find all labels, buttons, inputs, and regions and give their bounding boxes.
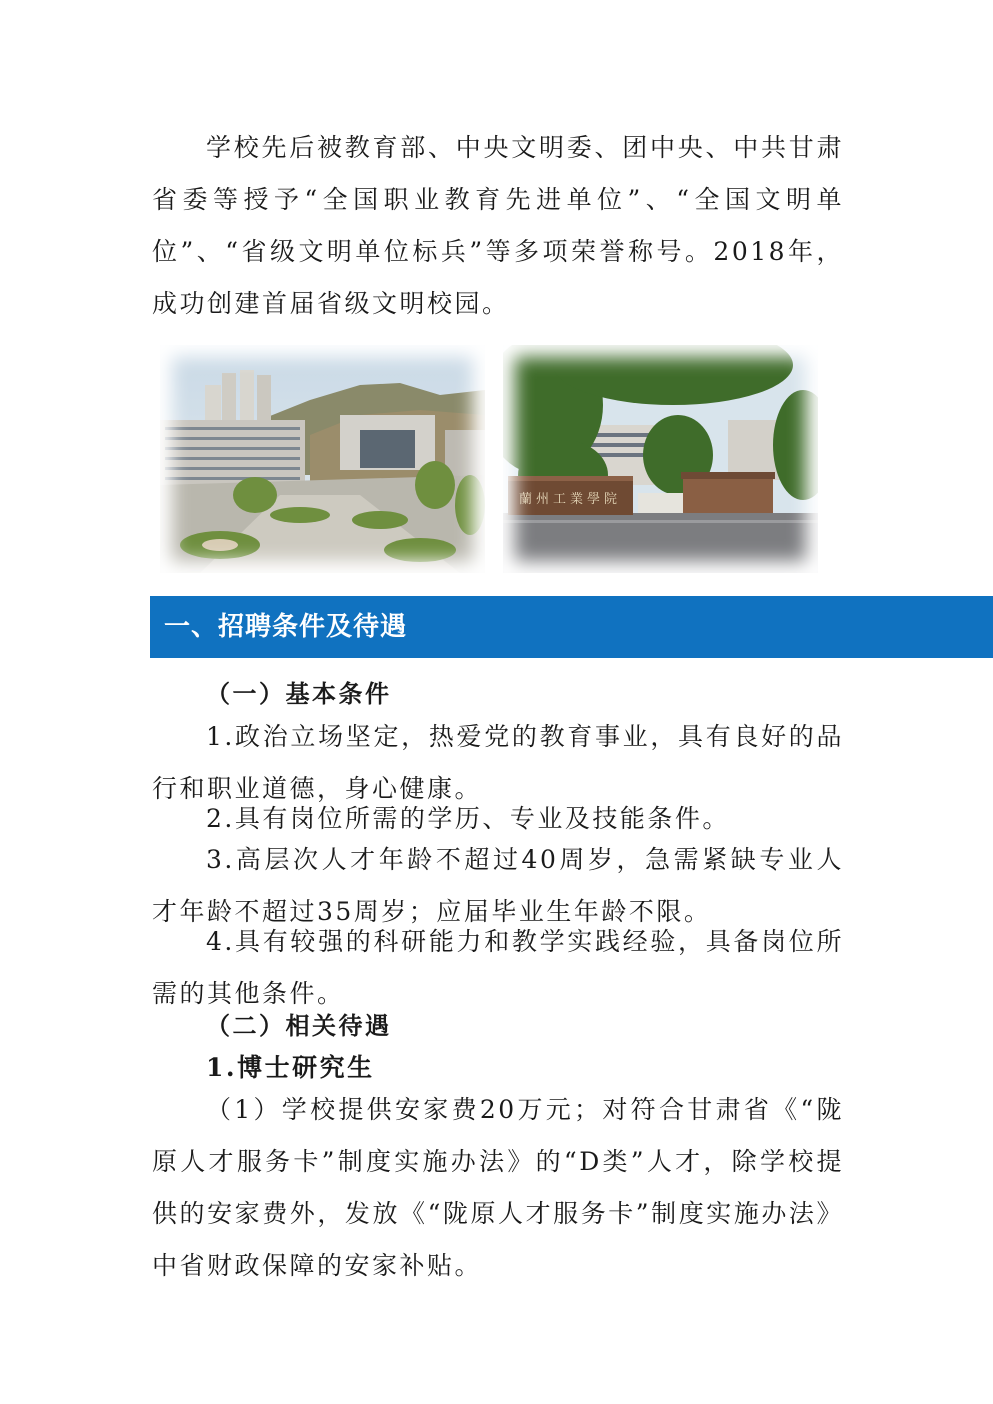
basic-condition-item-2: 2.具有岗位所需的学历、专业及技能条件。 (206, 804, 730, 833)
campus-gate-illustration (503, 345, 818, 573)
section-title-bar: 一、招聘条件及待遇 (150, 596, 993, 658)
basic-condition-item-4: 4.具有较强的科研能力和教学实践经验，具备岗位所需的其他条件。 (152, 927, 844, 1008)
campus-aerial-illustration (160, 345, 485, 573)
phd-benefit-item-1: （1）学校提供安家费20万元；对符合甘肃省《“陇原人才服务卡”制度实施办法》的“D类”人才，除学校提供的安家费外，发放《“陇原人才服务卡”制度实施办法》中省财政保障的安家补贴。 (152, 1095, 844, 1280)
campus-aerial-photo (160, 345, 485, 573)
phd-heading: 1.博士研究生 (206, 1053, 375, 1082)
basic-condition-item-3: 3.高层次人才年龄不超过40周岁，急需紧缺专业人才年龄不超过35周岁；应届毕业生年龄不限。 (152, 845, 844, 926)
basic-conditions-heading: （一）基本条件 (206, 679, 392, 708)
campus-gate-photo (503, 345, 818, 573)
benefits-heading: （二）相关待遇 (206, 1011, 392, 1040)
basic-condition-item-1: 1.政治立场坚定，热爱党的教育事业，具有良好的品行和职业道德，身心健康。 (152, 722, 844, 803)
intro-paragraph: 学校先后被教育部、中央文明委、团中央、中共甘肃省委等授予“全国职业教育先进单位”、“全国文明单位”、“省级文明单位标兵”等多项荣誉称号。2018年，成功创建首届省级文明校园。 (152, 133, 844, 318)
gate-sign-text: 蘭州工業學院 (518, 492, 622, 507)
